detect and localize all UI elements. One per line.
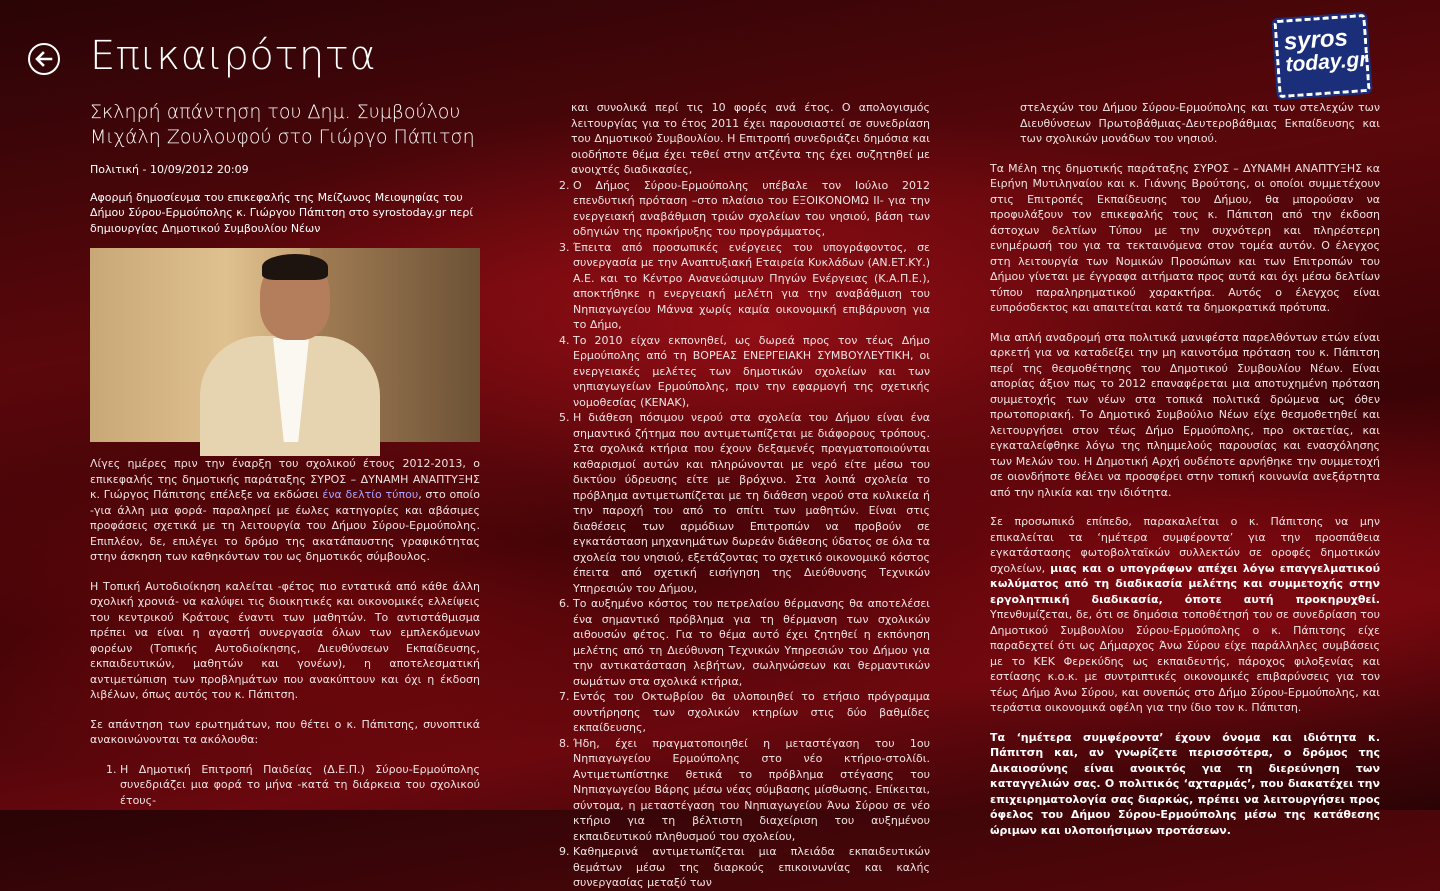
article-column-3	[990, 100, 1380, 837]
list-item: 4. Το 2010 είχαν εκπονηθεί, ως δωρεά προς τον τέως Δήμο Ερμούπολης από τη ΒΟΡΕΑΣ ΕΝΕΡΓΕΙΑΚΗ ΣΥΜΒΟΥΛΕΥΤΙΚΗ, οι ενεργειακές μελέτες των δημοτικών σχολείων και των νηπιαγωγείων Ερμούπολης, πριν την εφαρμογή της σχετικής νομοθεσίας (ΚΕΝΑΚ),	[573, 333, 930, 411]
paragraph-1: Λίγες ημέρες πριν την έναρξη του σχολικού έτους 2012-2013, ο επικεφαλής της δημοτικής παράταξης ΣΥΡΟΣ – ΔΥΝΑΜΗ ΑΝΑΠΤΥΞΗΣ κ. Γιώργος Πάπιτσης επέλεξε να εκδώσει ένα δελτίο τύπου, στο οποίο -για άλλη μια φορά- παραληρεί με έωλες κατηγορίες και αβάσιμες προφάσεις σχετικά με τη λειτουργία του Δήμου Σύρου-Ερμούπολης. Επιπλέον, δε, επιλέγει το δρόμο της ακατάπαυστης γραφικότητας στην άσκηση των καθηκόντων του ως δημοτικός σύμβουλος.	[90, 457, 480, 563]
list-item-continuation: και συνολικά περί τις 10 φορές ανά έτος. Ο απολογισμός λειτουργίας για το έτος 2011 έχει παρουσιαστεί σε συνεδρίαση του Δημοτικού Συμβουλίου. Η Επιτροπή συνεδριάζει δημόσια και οιοδήποτε θέμα έχει τεθεί στην ατζέντα της έχει συζητηθεί με ανοιχτές διαδικασίες,	[571, 101, 930, 176]
list-item: 8. Ήδη, έχει πραγματοποιηθεί η μεταστέγαση του 1ου Νηπιαγωγείου Ερμούπολης στο νέο κτήριο-στολίδι. Αντιμετωπίστηκε θετικά το πρόβλημα στέγασης του Νηπιαγωγείου Βάρης μέσω νέας σύμβασης μίσθωσης. Επίκειται, σύντομα, η μεταστέγαση του Νηπιαγωγείου Άνω Σύρου σε νέο κτήριο για τη βέλτιστη διαχείριση του αυξημένου εκπαιδευτικού πληθυσμού του σχολείου,	[573, 736, 930, 845]
article-column-1	[90, 100, 480, 807]
paragraph-6: Σε προσωπικό επίπεδο, παρακαλείται ο κ. Πάπιτσης να μην επικαλείται τα ‘ημέτερα συμφέροντα’ για την προσπάθεια εγκατάστασης φωτοβολταϊκών συλλεκτών σε οροφές δημοτικών σχολείων, μιας και ο υπογράφων απέχει λόγω επαγγελματικού κωλύματος από τη διαδικασία μελέτης και συμμετοχής στην εργολητπική διαδικασία, όποτε αυτή προκηρυχθεί. Υπενθυμίζεται, δε, ότι σε δημόσια τοποθέτησή του σε συνεδρίαση του Δημοτικού Συμβουλίου Σύρου-Ερμούπολης ο κ. Πάπιτσης είχε παραδεχτεί ότι ως Δήμαρχος Άνω Σύρου είχε παράλληλες συμβάσεις με το ΚΕΚ Φερεκύδης ως εκπαιδευτής, πάροχος φιλοξενίας και εστίασης κ.ο.κ. με συντριπτικές οικονομικές επιβαρύνσεις για τον τέως Δήμο Άνω Σύρου, και συνεπώς στο Δήμο Σύρου-Ερμούπολης, και τεράστια οικονομικά οφέλη για την ίδιο τον κ. Πάπιτση.	[990, 515, 1380, 714]
list-item: 2. Ο Δήμος Σύρου-Ερμούπολης υπέβαλε τον Ιούλιο 2012 επενδυτική πρόταση –στο πλαίσιο του ΕΞΟΙΚΟΝΟΜΩ ΙΙ- για την ενεργειακή αναβάθμιση τριών σχολείων του νησιού, βάση των οδηγιών της προκήρυξης του προγράμματος,	[573, 178, 930, 240]
list-item: 7. Εντός του Οκτωβρίου θα υλοποιηθεί το ετήσιο πρόγραμμα συντήρησης των σχολικών κτηρίων στις δύο βαθμίδες εκπαίδευσης,	[573, 689, 930, 736]
logo-line2: today.gr	[1284, 47, 1369, 77]
list-item: 5. Η διάθεση πόσιμου νερού στα σχολεία του Δήμου είναι ένα σημαντικό ζήτημα που αντιμετωπίζεται με διάφορους τρόπους. Στα σχολικά κτήρια που έχουν δεξαμενές πραγματοποιούνται καθαρισμοί αυτών και πληρώνονται με νερό είτε μέσω του δικτύου ύδρευσης είτε με βρόχινο. Στα λοιπά σχολεία το πρόβλημα αντιμετωπίζεται με τη διάθεση νερού στα κυλικεία ή την παροχή του από το σπίτι των μαθητών. Είναι στις διαθέσεις των αρμόδιων Επιτροπών να προβούν σε εγκατάσταση μηχανημάτων δωρεάν διάθεσης ύδατος σε όλα τα σχολεία του νησιού, εξετάζοντας το σχετικό οικονομικό κόστος έπειτα από σχετική εισήγηση της Διεύθυνσης Τεχνικών Υπηρεσιών του Δήμου,	[573, 410, 930, 596]
article-lead: Αφορμή δημοσίευμα του επικεφαλής της Μείζωνος Μειοψηφίας του Δήμου Σύρου-Ερμούπολης κ. Γιώργου Πάπιτση στο syrostoday.gr περί δημιουργίας Δημοτικού Συμβουλίου Νέων	[90, 190, 474, 235]
article-column-2	[555, 100, 930, 889]
answers-list	[90, 762, 480, 809]
article-title: Σκληρή απάντηση του Δημ. Συμβούλου Μιχάλη Ζουλουφού στο Γιώργο Πάπιτση	[90, 101, 475, 148]
page-title: Επικαιρότητα	[90, 33, 377, 79]
article-photo	[90, 248, 480, 442]
answers-list-cont	[555, 178, 930, 891]
list-item: 6. Το αυξημένο κόστος του πετρελαίου θέρμανσης θα αποτελέσει ένα σημαντικό πρόβλημα για τη θέρμανση των σχολικών αιθουσών φέτος. Για το θέμα αυτό έχει ζητηθεί η εκπόνηση μελέτης από τη Διεύθυνση Τεχνικών Υπηρεσιών του Δήμου για την αντικατάσταση λεβήτων, σωληνώσεων και θερμαντικών σωμάτων στα σχολικά κτήρια,	[573, 596, 930, 689]
paragraph-3: Σε απάντηση των ερωτημάτων, που θέτει ο κ. Πάπιτσης, συνοπτικά ανακοινώνονται τα ακόλουθα:	[90, 717, 480, 746]
back-button[interactable]	[28, 43, 60, 75]
paragraph-7: Τα ‘ημέτερα συμφέροντα’ έχουν όνομα και ιδιότητα κ. Πάπιτση και, αν γνωρίζετε περισσότερα, ο δρόμος της Δικαιοσύνης είναι ανοικτός για τη διερεύνηση των καταγγελιών σας. Ο πολιτικός ‘αχταρμάς’, που διακατέχει την επιχειρηματολογία σας διαρκώς, πρέπει να λειτουργήσει προς όφελος του Δήμου Σύρου-Ερμούπολης μέσω της κατάθεσης ώριμων και υλοποιήσιμων προτάσεων.	[990, 730, 1380, 837]
list-item: 9. Καθημερινά αντιμετωπίζεται μια πλειάδα εκπαιδευτικών θεμάτων μέσω της διαρκούς επικοινωνίας και καλής συνεργασίας μεταξύ των	[573, 844, 930, 891]
paragraph-4: Τα Μέλη της δημοτικής παράταξης ΣΥΡΟΣ – ΔΥΝΑΜΗ ΑΝΑΠΤΥΞΗΣ κα Ειρήνη Μυτιληναίου και κ. Γιάννης Βρούτσης, οι οποίοι συμμετέχουν στις Επιτροπές Εκπαίδευσης του Δήμου, θα μπορούσαν να προφυλάξουν τον επικεφαλής τους κ. Πάπιτση από την έκδοση άστοχων δελτίων Τύπου με την συχνότερη και πληρέστερη ενημέρωσή του για τα τεκταινόμενα στον τομέα αυτόν. Ο έλεγχος στη λειτουργία των Νομικών Προσώπων και των Επιτροπών του Δήμου γίνεται με έγγραφα αιτήματα προς αυτά και όχι μέσω δελτίων τύπου παραληρηματικού χαρακτήρα. Αυτός ο έλεγχος είναι ευπρόσδεκτος και απαιτείται κατά τα δημοκρατικά πρότυπα.	[990, 161, 1380, 314]
article-meta: Πολιτική - 10/09/2012 20:09	[90, 163, 249, 176]
paragraph-2: Η Τοπική Αυτοδιοίκηση καλείται -φέτος πιο εντατικά από κάθε άλλη σχολική χρονιά- να καλύψει τις διοικητικές και οικονομικές ελλείψεις του κεντρικού Κράτους έναντι των μαθητών. Το αντιστάθμισμα πρέπει να είναι η αγαστή συνεργασία όλων των εμπλεκόμενων φορέων (Τοπικής Αυτοδιοίκησης, Διευθύνσεων Εκπαίδευσης, εκπαιδευτικών, μαθητών και γονέων), η αποτελεσματική αντιμετώπιση των προβλημάτων που ανακύπτουν και όχι η έκδοση λιβέλων, όπως αυτός του κ. Πάπιτση.	[90, 579, 480, 701]
list-item: 1. Η Δημοτική Επιτροπή Παιδείας (Δ.Ε.Π.) Σύρου-Ερμούπολης συνεδριάζει μια φορά το μήνα -κατά τη διάρκεια του σχολικού έτους-	[120, 762, 480, 809]
press-release-link[interactable]: ένα δελτίο τύπου	[322, 488, 419, 501]
paragraph-5: Μια απλή αναδρομή στα πολιτικά μανιφέστα παρελθόντων ετών είναι αρκετή για να καταδείξει την μη καινοτόμα πρόταση του κ. Πάπιτση περί της θεσμοθέτησης του Δημοτικού Συμβουλίου Νέων. Είναι απορίας άξιον πως το 2012 επαναφέρεται μια αποτυχημένη πρόταση συμμετοχής των νέων στα τοπικά πολιτικά δρώμενα ως όθεν πρωτοποριακή. Το Δημοτικό Συμβούλιο Νέων είχε θεσμοθετηθεί και λειτουργήσει στον τέως Δήμο Ερμούπολης, προ οκταετίας, και εγκαταλείφθηκε λόγω της πλημμελούς παρουσίας και ενασχόλησης των Μελών του. Η Δημοτική Αρχή ουδέποτε αρνήθηκε την συμμετοχή σε οιονδήποτε θέλει να προσφέρει στην τοπική κοινωνία ανεξάρτητα από την ηλικία και την ιδιότητα.	[990, 330, 1380, 499]
syrostoday-logo	[1273, 14, 1370, 98]
back-arrow-icon	[34, 49, 54, 69]
list-item: 3. Έπειτα από προσωπικές ενέργειες του υπογράφοντος, σε συνεργασία με την Αναπτυξιακή Εταιρεία Κυκλάδων (ΑΝ.ΕΤ.ΚΥ.) Α.Ε. και το Κέντρο Ανανεώσιμων Πηγών Ενέργειας (Κ.Α.Π.Ε.), αποκτήθηκε η ενεργειακή μελέτη για την αναβάθμιση του Νηπιαγωγείου Μάννα χωρίς καμία οικονομική επιβάρυνση για το Δήμο,	[573, 240, 930, 333]
list-item-continuation: στελεχών του Δήμου Σύρου-Ερμούπολης και των στελεχών των Διευθύνσεων Πρωτοβάθμιας-Δευτεροβάθμιας Εκπαίδευσης και των σχολικών μονάδων του νησιού.	[1020, 101, 1380, 145]
logo-line1: syros	[1282, 24, 1349, 56]
